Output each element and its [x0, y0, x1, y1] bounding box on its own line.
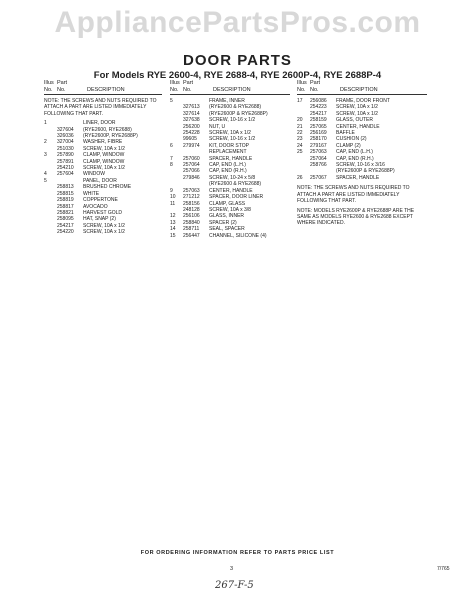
part-number: 258156	[183, 200, 200, 207]
illus-number: 8	[170, 162, 173, 169]
column-header	[170, 80, 290, 95]
illus-number: 23	[297, 136, 303, 143]
part-description: SCREW, 10A x 1/2	[83, 229, 125, 236]
part-number: 327604	[57, 126, 74, 133]
header-illus: Illus	[170, 80, 180, 86]
part-number: 99605	[183, 136, 197, 143]
part-description: SCREW, 10-24 x 5/8	[209, 174, 256, 181]
parts-list-2	[170, 98, 290, 239]
part-description: BAFFLE	[336, 130, 355, 137]
illus-number: 2	[44, 139, 47, 146]
part-description: PANEL, DOOR	[83, 177, 117, 184]
illus-number: 1	[44, 120, 47, 127]
part-number: 257891	[57, 158, 74, 165]
header-no: No.	[170, 86, 179, 93]
illus-number: 22	[297, 130, 303, 137]
illus-number: 12	[170, 213, 176, 220]
header-part-no: No.	[57, 86, 66, 93]
part-number: 326036	[57, 133, 74, 140]
note-text: NOTE: THE SCREWS AND NUTS REQUIRED TO ATTACH A PART ARE LISTED IMMEDIATELY FOLLOWING THAT PART.	[297, 185, 410, 205]
header-part: Part	[183, 80, 194, 86]
part-description: GLASS, INNER	[209, 213, 245, 220]
part-description: AVOCADO	[83, 203, 108, 210]
part-description: CAP, END (R.H.)	[336, 155, 374, 162]
part-number: 258840	[183, 219, 200, 226]
header-illus: Illus	[297, 80, 307, 86]
part-description: CAP, END (L.H.)	[209, 162, 246, 169]
part-number: 257064	[310, 155, 327, 162]
part-number: 258819	[57, 197, 74, 204]
part-number: 257060	[183, 155, 200, 162]
part-number: 257067	[310, 174, 327, 181]
part-number: 279846	[183, 174, 200, 181]
part-number: 257890	[57, 152, 74, 159]
part-description: SCREW, 10-16 x 1/2	[209, 117, 256, 124]
header-description: DESCRIPTION	[340, 86, 378, 93]
part-description: (RYE2600P & RYE2688P)	[209, 110, 268, 117]
part-description: COPPERTONE	[83, 197, 118, 204]
part-number: 256200	[183, 123, 200, 130]
part-number: 256086	[310, 98, 327, 104]
part-number: 257063	[183, 187, 200, 194]
part-number: 254217	[57, 222, 74, 229]
illus-number: 5	[44, 177, 47, 184]
illus-number: 9	[170, 187, 173, 194]
part-number: 271212	[183, 194, 200, 201]
part-number: 258813	[57, 184, 74, 191]
illus-number	[44, 229, 57, 235]
illus-number: 26	[297, 174, 303, 181]
part-description: GLASS, OUTER	[336, 117, 373, 124]
part-number: 258815	[57, 190, 74, 197]
part-description: CLAMP (2)	[336, 142, 361, 149]
part-row	[44, 229, 162, 235]
part-description: (RYE2600P & RYE2688P)	[336, 168, 395, 175]
part-description: WHITE	[83, 190, 100, 197]
header-no: No.	[44, 86, 53, 93]
header-description: DESCRIPTION	[213, 86, 251, 93]
part-number: 279167	[310, 142, 327, 149]
part-description: SPACER, DOOR LINER	[209, 194, 264, 201]
part-description: CENTER, HANDLE	[209, 187, 253, 194]
part-description: HARVEST GOLD	[83, 209, 122, 216]
ordering-info: FOR ORDERING INFORMATION REFER TO PARTS PRICE LIST	[140, 550, 335, 556]
illus-number: 15	[170, 232, 176, 239]
part-description: SEAL, SPACER	[209, 226, 245, 233]
part-description: BRUSHED CHROME	[83, 184, 132, 191]
part-number: 258766	[310, 162, 327, 169]
part-description: CHANNEL, SILICONE (4)	[209, 232, 267, 239]
parts-column-2	[170, 80, 290, 239]
part-row	[170, 233, 290, 239]
part-number: 279974	[183, 142, 200, 149]
header-part-no: No.	[183, 86, 192, 93]
part-description: SCREW, 10A x 1/2	[336, 110, 378, 117]
handwritten-note: 267-F-5	[215, 580, 254, 591]
part-number: 257065	[310, 123, 327, 130]
part-description: LINER, DOOR	[83, 120, 116, 127]
part-description: FRAME, DOOR FRONT	[336, 98, 390, 104]
part-number: 327638	[183, 117, 200, 124]
part-number: 258170	[310, 136, 327, 143]
part-description: WINDOW	[83, 171, 105, 178]
note-models: NOTE: MODELS RYE2600P & RYE2688P ARE THE SAME AS MODELS RYE2600 & RYE2688 EXCEPT WHERE INDICATED.	[297, 207, 415, 227]
illus-number: 7	[170, 155, 173, 162]
illus-number: 24	[297, 142, 303, 149]
note-text: NOTE: THE SCREWS AND NUTS REQUIRED TO ATTACH A PART ARE LISTED IMMEDIATELY FOLLOWING THAT PART.	[44, 98, 157, 117]
part-description: FRAME, INNER	[209, 98, 245, 104]
part-description: (RYE2600P, RYE2688P)	[83, 133, 138, 140]
part-description: SPACER, HANDLE	[336, 174, 380, 181]
part-description: CENTER, HANDLE	[336, 123, 380, 130]
part-description: CLAMP, GLASS	[209, 200, 246, 207]
part-number: 258817	[57, 203, 74, 210]
part-number: 327614	[183, 110, 200, 117]
column-header	[297, 80, 427, 95]
part-description: (RYE2600 & RYE2688)	[209, 104, 262, 111]
header-part-no: No.	[310, 86, 319, 93]
page-title: DOOR PARTS	[183, 52, 292, 69]
part-number: 256169	[310, 130, 327, 137]
part-number: 257066	[183, 168, 200, 175]
part-description: SCREW, 10-16 x 3/16	[336, 162, 385, 169]
part-description: REPLACEMENT	[209, 149, 247, 156]
illus-number: 20	[297, 117, 303, 124]
part-number: 254228	[183, 130, 200, 137]
illus-number: 10	[170, 194, 176, 201]
part-description: KIT, DOOR STOP	[209, 142, 249, 149]
part-description: SCREW, 10A x 1/2	[83, 222, 125, 229]
part-description: SCREW, 10A x 1/2	[209, 130, 251, 137]
part-number: 257064	[183, 162, 200, 169]
part-description: WASHER, FIBRE	[83, 139, 123, 146]
part-description: SPACER, HANDLE	[209, 155, 253, 162]
part-number: 257063	[310, 149, 327, 156]
part-number: 254217	[310, 110, 327, 117]
part-number: 258095	[57, 216, 74, 223]
illus-number: 5	[170, 98, 173, 104]
header-illus: Illus	[44, 80, 54, 86]
illus-number: 3	[44, 152, 47, 159]
part-description: HAT, SNAP (2)	[83, 216, 116, 223]
part-description: (RYE2600 & RYE2688)	[209, 181, 262, 188]
parts-list-1	[44, 120, 162, 235]
part-description: CAP, END (L.H.)	[336, 149, 373, 156]
part-description: CUSHION (2)	[336, 136, 367, 143]
part-description: CAP, END (R.H.)	[209, 168, 247, 175]
part-description: (RYE2600, RYE2688)	[83, 126, 132, 133]
header-description: DESCRIPTION	[87, 86, 125, 93]
column-header	[44, 80, 162, 95]
part-number: 258821	[57, 209, 74, 216]
part-description: SCREW, 10A x 3/8	[209, 206, 251, 213]
illus-number: 17	[297, 98, 303, 104]
parts-column-1	[44, 80, 162, 236]
page-number: 3	[230, 566, 234, 572]
header-part: Part	[310, 80, 321, 86]
header-part: Part	[57, 80, 68, 86]
illus-number: 13	[170, 219, 176, 226]
models-line: For Models RYE 2600-4, RYE 2688-4, RYE 2600P-4, RYE 2688P-4	[93, 70, 382, 81]
illus-number: 4	[44, 171, 47, 178]
part-number: 254220	[57, 229, 74, 236]
watermark: AppliancePartsPros.com	[54, 6, 421, 39]
part-number: 256447	[183, 232, 200, 239]
part-row	[297, 175, 427, 181]
illus-number: 14	[170, 226, 176, 233]
doc-code: 7/765	[437, 566, 450, 572]
part-number: 256106	[183, 213, 200, 220]
part-number: 327613	[183, 104, 200, 111]
illus-number: 11	[170, 200, 176, 207]
part-description: SCREW, 10A x 1/2	[83, 165, 125, 172]
part-description: SPACER (2)	[209, 219, 237, 226]
part-number: 248128	[183, 206, 200, 213]
illus-number: 6	[170, 142, 173, 149]
header-no: No.	[297, 86, 306, 93]
part-number: 251030	[57, 145, 74, 152]
part-number: 258159	[310, 117, 327, 124]
part-description: CLAMP, WINDOW	[83, 158, 125, 165]
part-description: NUT, U	[209, 123, 226, 130]
part-description: SCREW, 10A x 1/2	[336, 104, 378, 111]
part-number: 254210	[57, 165, 74, 172]
part-number: 254223	[310, 104, 327, 111]
part-number: 258711	[183, 226, 200, 233]
parts-list-3	[297, 98, 427, 181]
illus-number: 25	[297, 149, 303, 156]
illus-number: 21	[297, 123, 303, 130]
part-description: SCREW, 10A x 1/2	[83, 145, 125, 152]
part-description: SCREW, 10-16 x 1/2	[209, 136, 256, 143]
part-description: CLAMP, WINDOW	[83, 152, 125, 159]
parts-column-3	[297, 80, 427, 230]
part-number: 257604	[57, 171, 74, 178]
part-number: 327004	[57, 139, 74, 146]
